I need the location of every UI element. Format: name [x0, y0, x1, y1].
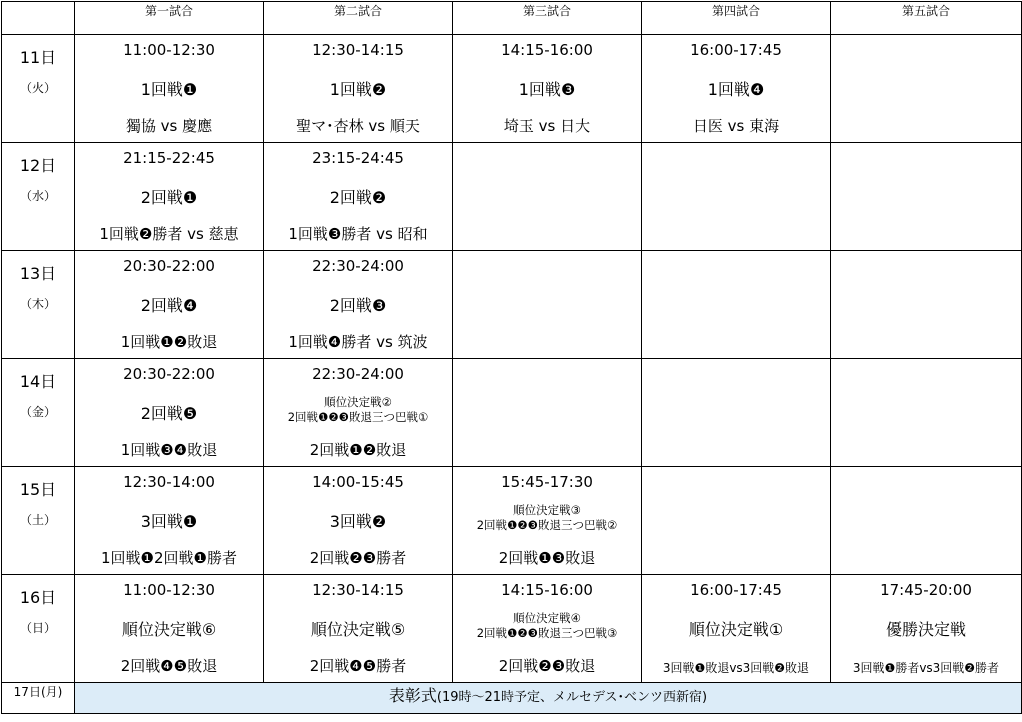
game-teams: 日医 vs 東海	[692, 117, 780, 135]
day-cell	[2, 143, 75, 251]
game-time: 14:15-16:00	[501, 41, 593, 59]
day-row-13	[2, 251, 1022, 359]
day-cell	[2, 251, 75, 359]
game-note	[264, 395, 452, 425]
day-weekday: （土）	[19, 513, 56, 527]
day-weekday: （日）	[19, 621, 56, 635]
game-teams: 2回戦❶❸敗退	[498, 549, 596, 567]
day-date: 13日	[19, 264, 57, 283]
day-weekday: （水）	[19, 189, 56, 203]
header-game-2: 第二試合	[264, 2, 453, 35]
day-row-12	[2, 143, 1022, 251]
game-time: 12:30-14:15	[312, 581, 404, 599]
game-teams: 1回戦❸勝者 vs 昭和	[288, 225, 428, 243]
ceremony-row	[2, 683, 1022, 714]
empty-cell	[642, 467, 831, 575]
empty-cell	[831, 251, 1022, 359]
game-time: 11:00-12:30	[123, 581, 215, 599]
game-teams: 1回戦❷勝者 vs 慈恵	[99, 225, 239, 243]
game-teams: 1回戦❹勝者 vs 筑波	[288, 333, 428, 351]
game-cell	[264, 35, 453, 143]
game-round: 2回戦❺	[140, 404, 198, 423]
day-date: 12日	[19, 156, 57, 175]
game-time: 21:15-22:45	[123, 149, 215, 167]
empty-cell	[642, 251, 831, 359]
empty-cell	[642, 143, 831, 251]
game-round: 3回戦❷	[329, 512, 387, 531]
day-date: 15日	[19, 480, 57, 499]
game-cell	[642, 35, 831, 143]
day-date: 16日	[19, 588, 57, 607]
note-detail: 2回戦❶❷❸敗退三つ巴戦③	[476, 626, 618, 640]
game-cell	[264, 467, 453, 575]
game-time: 14:00-15:45	[312, 473, 404, 491]
note-detail: 2回戦❶❷❸敗退三つ巴戦②	[476, 518, 618, 532]
empty-cell	[831, 359, 1022, 467]
game-round: 2回戦❶	[140, 188, 198, 207]
empty-cell	[453, 251, 642, 359]
empty-cell	[453, 359, 642, 467]
game-note	[453, 503, 641, 533]
game-time: 22:30-24:00	[312, 257, 404, 275]
note-title: 順位決定戦④	[513, 611, 581, 625]
empty-cell	[831, 143, 1022, 251]
header-game-1: 第一試合	[75, 2, 264, 35]
game-round: 順位決定戦⑥	[121, 620, 217, 639]
day-weekday: （金）	[19, 405, 56, 419]
game-time: 16:00-17:45	[690, 41, 782, 59]
game-round: 2回戦❷	[329, 188, 387, 207]
day-row-15	[2, 467, 1022, 575]
game-time: 14:15-16:00	[501, 581, 593, 599]
game-round: 2回戦❹	[140, 296, 198, 315]
game-teams: 2回戦❷❸敗退	[498, 657, 596, 675]
game-cell	[264, 143, 453, 251]
game-round: 1回戦❷	[329, 80, 387, 99]
game-note	[453, 611, 641, 641]
day-cell	[2, 467, 75, 575]
day-cell	[2, 359, 75, 467]
empty-cell	[642, 359, 831, 467]
empty-cell	[831, 35, 1022, 143]
game-teams: 2回戦❹❺敗退	[120, 657, 218, 675]
game-round: 1回戦❸	[518, 80, 576, 99]
game-round: 2回戦❸	[329, 296, 387, 315]
empty-cell	[831, 467, 1022, 575]
game-teams: 2回戦❹❺勝者	[309, 657, 407, 675]
game-cell	[75, 467, 264, 575]
day-cell	[2, 575, 75, 683]
ceremony-detail: (19時～21時予定、メルセデス･ベンツ西新宿)	[436, 690, 708, 705]
game-time: 23:15-24:45	[312, 149, 404, 167]
note-title: 順位決定戦②	[324, 395, 392, 409]
game-time: 12:30-14:15	[312, 41, 404, 59]
game-cell	[75, 143, 264, 251]
game-round: 1回戦❹	[707, 80, 765, 99]
game-time: 11:00-12:30	[123, 41, 215, 59]
ceremony-title: 表彰式	[388, 686, 437, 705]
day-cell	[2, 35, 75, 143]
note-detail: 2回戦❶❷❸敗退三つ巴戦①	[287, 410, 429, 424]
header-game-4: 第四試合	[642, 2, 831, 35]
game-cell	[75, 251, 264, 359]
game-time: 12:30-14:00	[123, 473, 215, 491]
game-teams: 1回戦❶2回戦❶勝者	[101, 549, 237, 567]
game-round: 順位決定戦⑤	[310, 620, 406, 639]
header-game-5: 第五試合	[831, 2, 1022, 35]
game-teams: 埼玉 vs 日大	[503, 117, 591, 135]
game-teams: 聖マ･杏林 vs 順天	[296, 117, 420, 135]
game-cell	[264, 251, 453, 359]
game-teams: 3回戦❶勝者vs3回戦❷勝者	[852, 661, 1000, 675]
note-title: 順位決定戦③	[513, 503, 581, 517]
game-teams: 1回戦❶❷敗退	[120, 333, 218, 351]
schedule-table	[1, 1, 1022, 714]
game-teams: 3回戦❶敗退vs3回戦❷敗退	[662, 661, 810, 675]
day-weekday: （火）	[19, 81, 56, 95]
game-cell	[453, 575, 642, 683]
header-game-3: 第三試合	[453, 2, 642, 35]
game-round: 順位決定戦①	[688, 620, 784, 639]
day-date: 14日	[19, 372, 57, 391]
game-round: 3回戦❶	[140, 512, 198, 531]
game-teams: 2回戦❷❸勝者	[309, 549, 407, 567]
game-time: 16:00-17:45	[690, 581, 782, 599]
header-row	[2, 2, 1022, 35]
empty-cell	[453, 143, 642, 251]
day-row-14	[2, 359, 1022, 467]
corner-header	[2, 2, 75, 35]
ceremony-cell	[75, 683, 1022, 714]
game-cell	[75, 575, 264, 683]
day-weekday: （木）	[19, 297, 56, 311]
game-round: 優勝決定戦	[885, 620, 966, 639]
game-time: 15:45-17:30	[501, 473, 593, 491]
game-cell	[75, 35, 264, 143]
game-cell	[264, 575, 453, 683]
game-teams: 獨協 vs 慶應	[125, 117, 213, 135]
game-cell	[831, 575, 1022, 683]
game-time: 20:30-22:00	[123, 365, 215, 383]
game-time: 17:45-20:00	[880, 581, 972, 599]
day-date: 11日	[19, 48, 57, 67]
game-cell	[642, 575, 831, 683]
game-time: 20:30-22:00	[123, 257, 215, 275]
game-teams: 2回戦❶❷敗退	[309, 441, 407, 459]
day-row-11	[2, 35, 1022, 143]
game-round: 1回戦❶	[140, 80, 198, 99]
game-cell	[453, 467, 642, 575]
game-time: 22:30-24:00	[312, 365, 404, 383]
game-teams: 1回戦❸❹敗退	[120, 441, 218, 459]
day-row-16	[2, 575, 1022, 683]
game-cell	[264, 359, 453, 467]
game-cell	[453, 35, 642, 143]
ceremony-date: 17日(月)	[2, 683, 75, 714]
game-cell	[75, 359, 264, 467]
